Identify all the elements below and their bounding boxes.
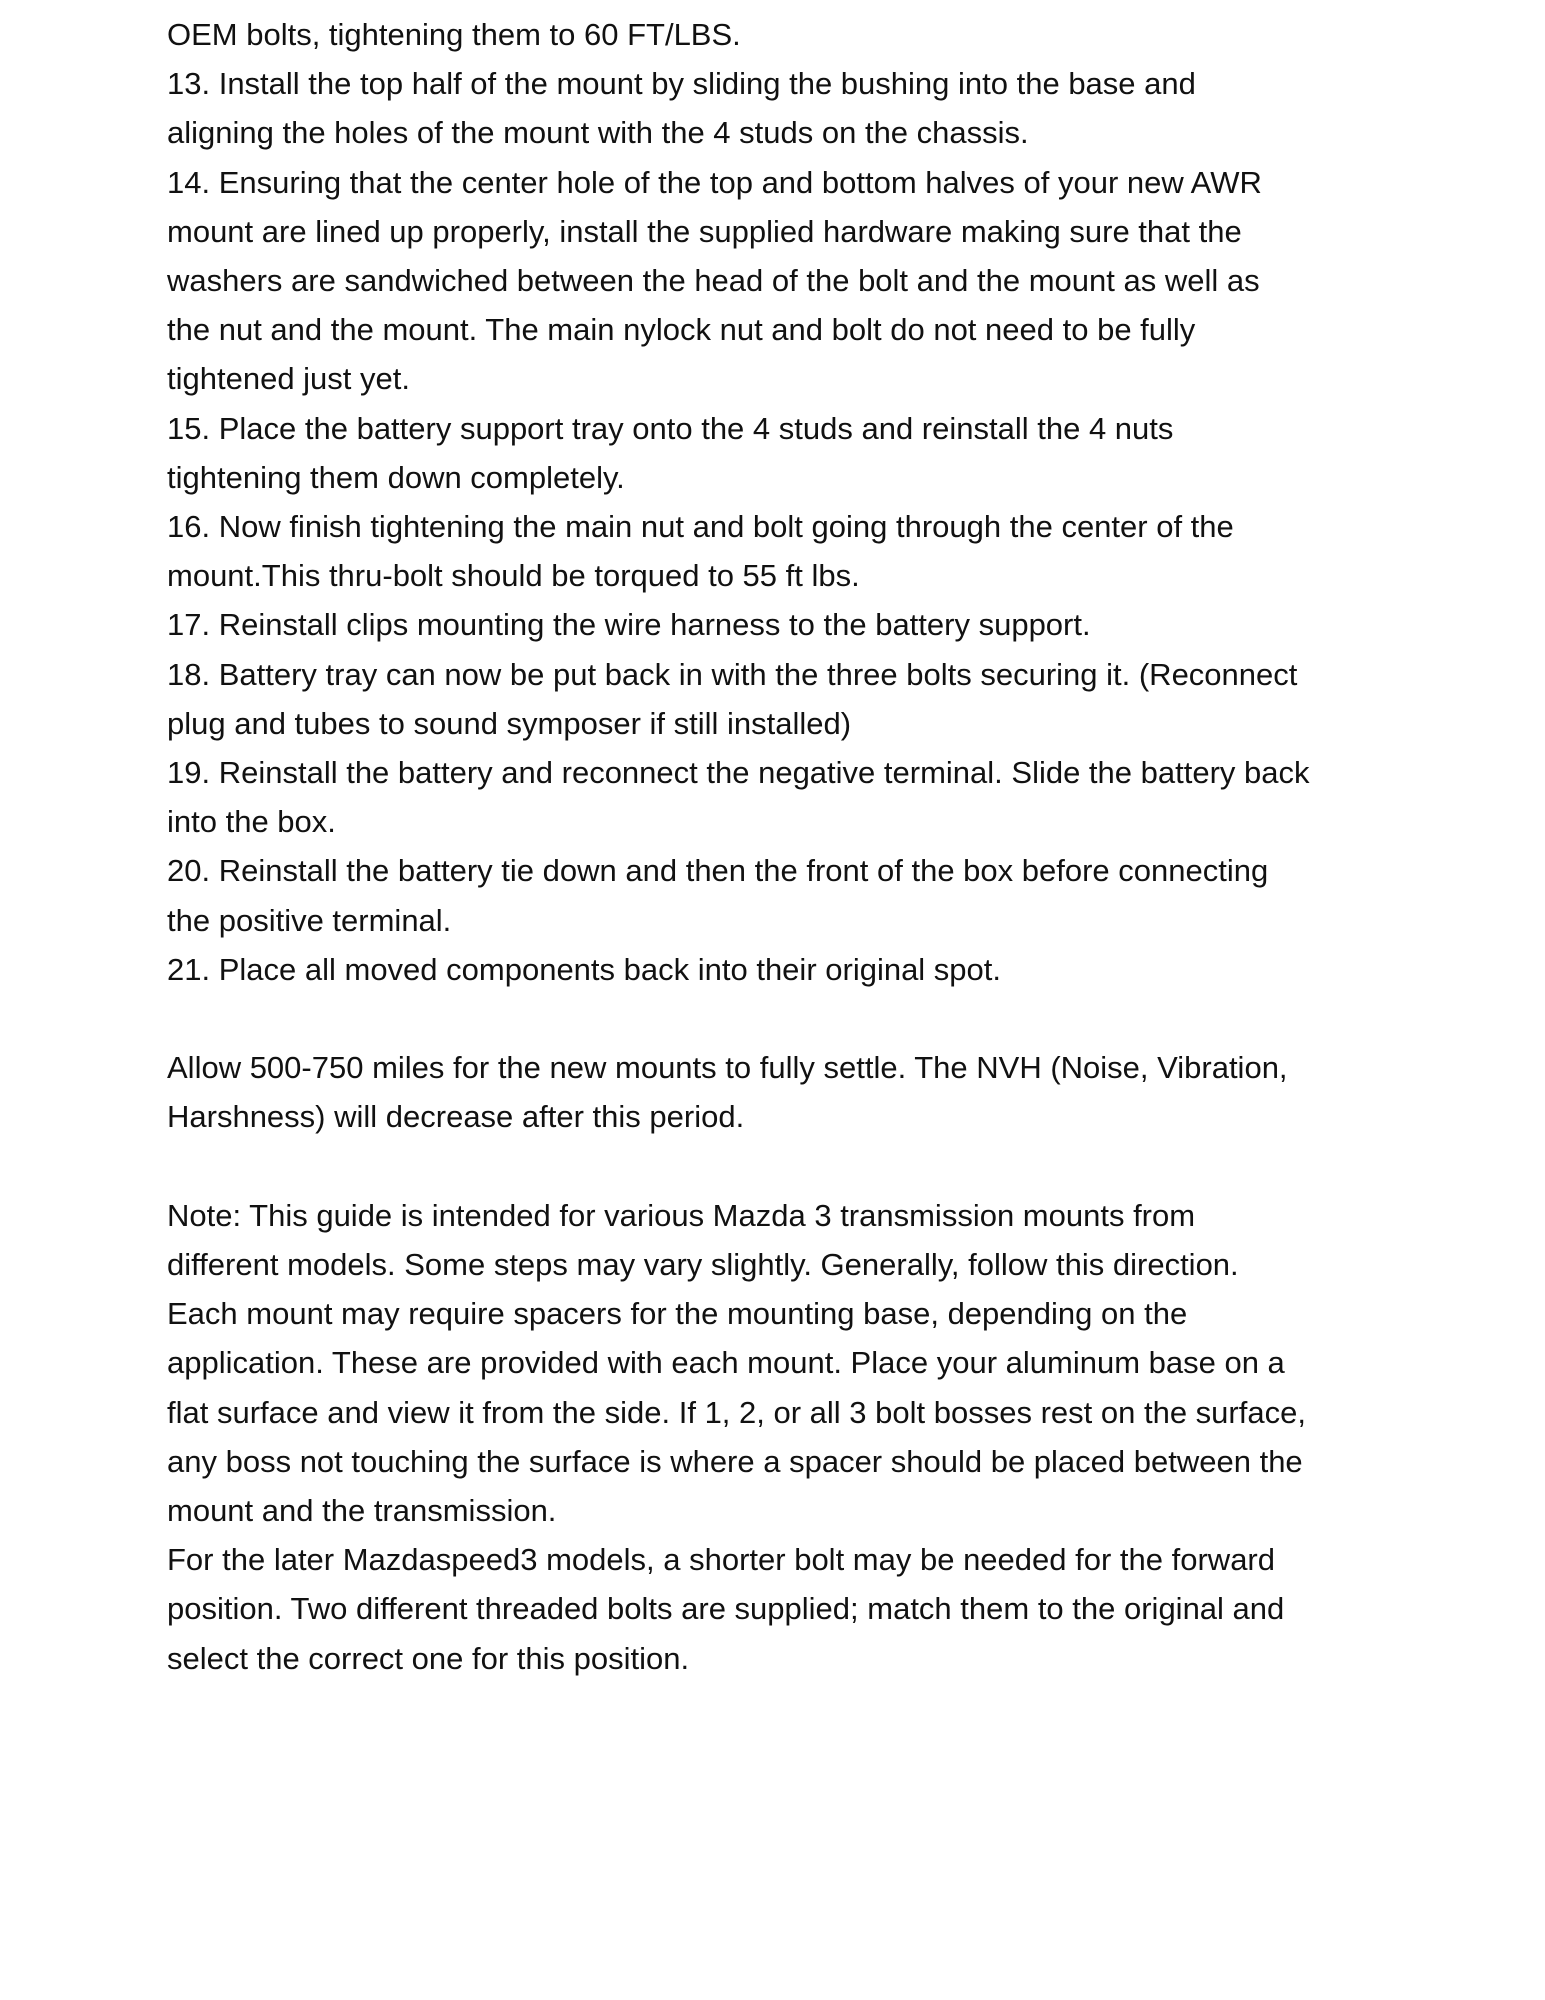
settle-note-line: Harshness) will decrease after this period. [167,1099,745,1135]
settle-note-line: Allow 500-750 miles for the new mounts to fully settle. The NVH (Noise, Vibration, [167,1050,1288,1086]
step-line: washers are sandwiched between the head of the bolt and the mount as well as [167,263,1260,299]
installation-steps [167,10,1397,994]
guide-note [167,1191,1397,1683]
step-line: 20. Reinstall the battery tie down and then the front of the box before connecting [167,853,1269,889]
paragraph-gap [167,994,1397,1043]
step-line: 17. Reinstall clips mounting the wire harness to the battery support. [167,607,1091,643]
guide-note-line: Note: This guide is intended for various Mazda 3 transmission mounts from [167,1197,1196,1233]
step-line: 16. Now finish tightening the main nut and bolt going through the center of the [167,509,1234,545]
step-line: the nut and the mount. The main nylock nut and bolt do not need to be fully [167,312,1196,348]
step-line: the positive terminal. [167,902,452,938]
step-line: 13. Install the top half of the mount by sliding the bushing into the base and [167,66,1196,102]
step-line: OEM bolts, tightening them to 60 FT/LBS. [167,17,741,52]
step-line: tightened just yet. [167,361,410,397]
paragraph-gap [167,1142,1397,1191]
guide-note-line: position. Two different threaded bolts are supplied; match them to the original and [167,1591,1285,1627]
guide-note-line: For the later Mazdaspeed3 models, a shorter bolt may be needed for the forward [167,1542,1275,1578]
guide-note-line: mount and the transmission. [167,1493,557,1529]
step-line: tightening them down completely. [167,459,625,495]
settle-note [167,1043,1397,1141]
step-line: 14. Ensuring that the center hole of the top and bottom halves of your new AWR [167,164,1262,200]
step-line: aligning the holes of the mount with the 4 studs on the chassis. [167,115,1029,151]
guide-note-line: application. These are provided with each mount. Place your aluminum base on a [167,1345,1285,1381]
guide-note-line: different models. Some steps may vary slightly. Generally, follow this direction. [167,1247,1239,1283]
guide-note-line: Each mount may require spacers for the mounting base, depending on the [167,1296,1188,1332]
document-page [167,10,1397,1683]
step-line: 18. Battery tray can now be put back in with the three bolts securing it. (Reconnect [167,656,1298,692]
step-line: mount.This thru-bolt should be torqued to 55 ft lbs. [167,558,860,594]
guide-note-line: any boss not touching the surface is where a spacer should be placed between the [167,1443,1303,1479]
step-line: into the box. [167,804,336,840]
guide-note-line: select the correct one for this position. [167,1640,690,1676]
step-line: mount are lined up properly, install the supplied hardware making sure that the [167,213,1242,249]
step-line: 21. Place all moved components back into their original spot. [167,951,1002,987]
step-line: plug and tubes to sound symposer if still installed) [167,705,852,741]
step-line: 15. Place the battery support tray onto the 4 studs and reinstall the 4 nuts [167,410,1174,446]
step-line: 19. Reinstall the battery and reconnect the negative terminal. Slide the battery back [167,755,1310,791]
guide-note-line: flat surface and view it from the side. If 1, 2, or all 3 bolt bosses rest on the surface, [167,1394,1306,1430]
